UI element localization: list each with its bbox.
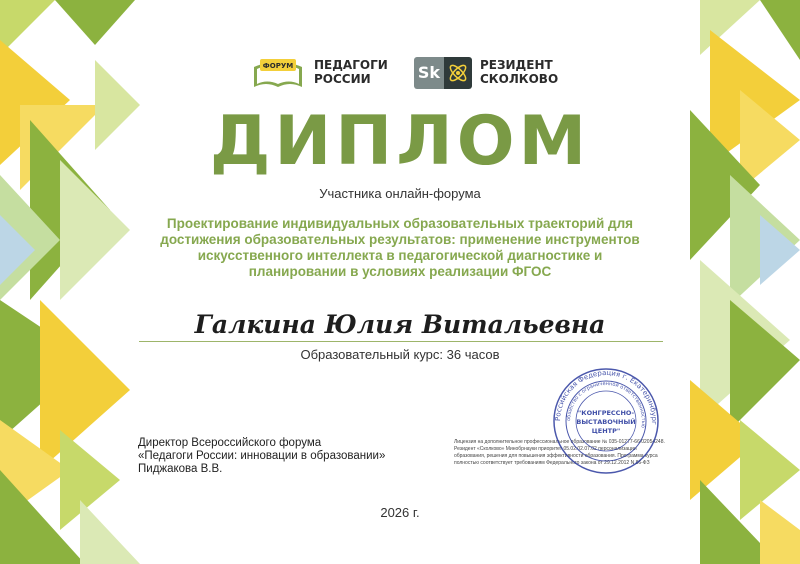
participant-label: Участника онлайн-форума — [319, 186, 481, 201]
stamp-inner-text: общество с ограниченной ответственностью — [565, 380, 647, 429]
forum-topic: Проектирование индивидуальных образовательных траекторий для достижения образовательных результатов: применение инструментов искусственного интеллекта в педагогической диагностике и планировании в условиях реализации ФГОС — [160, 216, 640, 279]
logo-bar — [0, 55, 800, 91]
skolkovo-logo — [414, 55, 564, 91]
forum-logo — [252, 55, 388, 91]
director-forum-name: «Педагоги России: инновации в образовании» — [138, 450, 386, 462]
sk-logo-line1: РЕЗИДЕНТ — [480, 58, 553, 72]
recipient-name: Галкина Юлия Витальевна — [194, 310, 606, 339]
director-title: Директор Всероссийского форума — [138, 437, 322, 449]
license-text: Лицензия на дополнительное профессиональное образование № 035-01277-66/02054248. Резидент «Сколково» Минобрнауки приоритет 05.02.02.07.02 персонализации образования, решения для повышения эффективности образования. Программа курса полностью соответствует требованиям Федерального закона от 29.12.2012 N 86-ФЗ — [454, 439, 665, 466]
course-hours: Образовательный курс: 36 часов — [300, 347, 500, 362]
forum-badge-text: ФОРУМ — [262, 62, 294, 70]
stamp-outer-text: Российская Федерация г. Екатеринбург — [553, 368, 659, 425]
stamp-center-line1: "КОНГРЕССНО- — [577, 409, 635, 417]
forum-logo-line2: РОССИИ — [314, 72, 371, 86]
director-name: Пиджакова В.В. — [138, 463, 223, 475]
stamp-center-line3: ЦЕНТР" — [591, 427, 621, 435]
director-signature-block — [138, 437, 438, 476]
forum-logo-line1: ПЕДАГОГИ — [314, 58, 388, 72]
issue-year: 2026 г. — [380, 505, 420, 520]
sk-mark: Sk — [414, 57, 444, 89]
diploma-title: ДИПЛОМ — [209, 102, 591, 181]
sk-logo-line2: СКОЛКОВО — [480, 72, 559, 86]
stamp-center-line2: ВЫСТАВОЧНЫЙ — [576, 418, 636, 426]
official-stamp — [552, 367, 660, 475]
name-underline — [139, 341, 663, 342]
open-book-icon — [252, 57, 304, 89]
atom-icon — [444, 57, 472, 89]
